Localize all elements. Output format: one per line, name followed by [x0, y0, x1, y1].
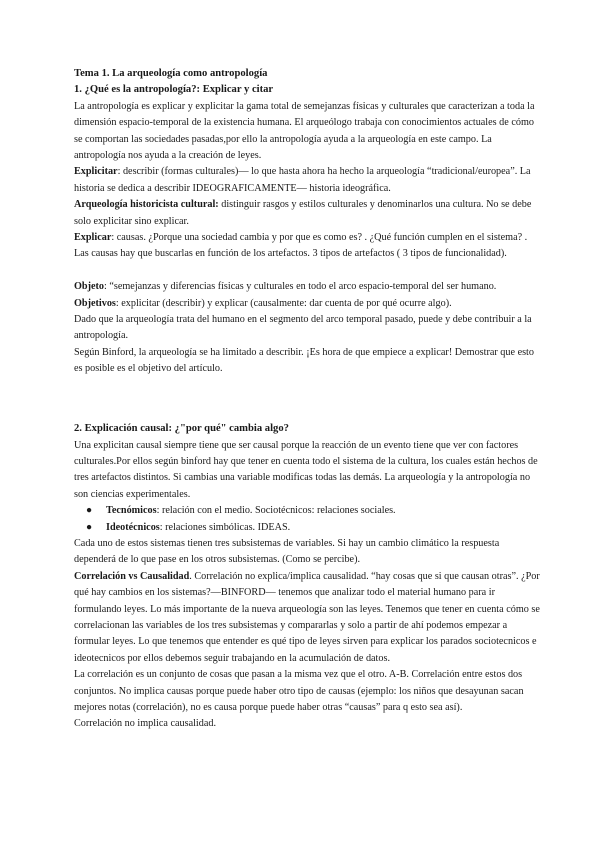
correlacion-paragraph [74, 569, 540, 667]
objetivos-paragraph [74, 296, 540, 312]
spacer [74, 378, 540, 394]
arqueologia-term: Arqueología historicista cultural: [74, 199, 219, 211]
list-item-text: : relaciones simbólicas. IDEAS. [159, 521, 291, 533]
spacer [74, 263, 540, 279]
list-item-term: Tecnómicos [106, 505, 157, 517]
artifact-type-list [74, 503, 540, 536]
arqueologia-text: distinguir rasgos y estilos culturales y denominarlos una cultura. No se debe solo explicitar sino explicar. [74, 199, 532, 227]
list-item [86, 503, 540, 519]
section1-intro: La antropología es explicar y explicitar la gama total de semejanzas físicas y culturales que caracterizan a toda la dimensión espacio-temporal de la existencia humana. El arqueólogo trabaja con conocimientos actuales de cómo se comportan las sociedades pasadas,por ello la antropología ayuda a la arqueología en este campo. La antropología nos ayuda a la creación de leyes. [74, 100, 535, 162]
document-title: Tema 1. La arqueología como antropología [74, 68, 268, 79]
explicar-paragraph [74, 230, 540, 263]
subsistemas-paragraph: Cada uno de estos sistemas tienen tres subsistemas de variables. Si hay un cambio climático la respuesta dependerá de lo que pase en los otros subsistemas. (Como se percibe). [74, 537, 500, 566]
closing-line: Correlación no implica causalidad. [74, 718, 217, 730]
correlacion-text: . Correlación no explica/implica causalidad. “hay cosas que si que causan otras”. ¿Por qué hay cambios en los sistemas?—BINFORD— tenemos que analizar todo el material humano para ir formulando leyes. Lo más importante de la nueva arqueología son las leyes. Tenemos que tener en cuenta cómo se correlacionan las variables de los tres subsistemas y compararlas y solo a partir de ahí podemos empezar a formular leyes. Lo que tenemos que entender es qué tipo de leyes sirven para explicar los parados sociotecnicos e ideotecnicos por ellos debemos seguir trabajando en la acumulación de datos. [74, 570, 540, 664]
correlacion-definition: La correlación es un conjunto de cosas que pasan a la misma vez que el otro. A-B. Correlación entre estos dos conjuntos. No implica causas porque puede haber otro tipo de causas (ejemplo: los niños que desayunan sacan mejores notas (correlación), no es causa porque puede haber otras “causas” para q esto sea así). [74, 669, 524, 713]
objeto-paragraph [74, 279, 540, 295]
section2-intro: Una explicitan causal siempre tiene que ser causal porque la reacción de un evento tiene que ver con factores culturales.Por ellos según binford hay que tener en cuenta todo el sistema de la cultura, los cuales están hechos de tres artefactos distintos. Si cambias una variable modificas todas las demás. La arqueología y la antropología no son ciencias experimentales. [74, 439, 538, 500]
objetivos-text: : explicitar (describir) y explicar (causalmente: dar cuenta de por qué ocurre algo). [115, 297, 452, 309]
section1-heading: 1. ¿Qué es la antropología?: Explicar y citar [74, 84, 274, 96]
list-item-text: : relación con el medio. Sociotécnicos: relaciones sociales. [156, 505, 396, 517]
dado-paragraph: Dado que la arqueología trata del humano en el segmento del arco temporal pasado, puede y debe contribuir a la antropología. [74, 314, 532, 342]
bullet-icon: ● [86, 521, 93, 533]
list-item-term: Ideotécnicos [106, 521, 160, 533]
arqueologia-paragraph [74, 197, 540, 230]
explicar-term: Explicar [74, 232, 112, 244]
objeto-term: Objeto [74, 281, 104, 293]
spacer [74, 394, 540, 421]
bullet-icon: ● [86, 505, 93, 517]
explicitar-text: : describir (formas culturales)— lo que hasta ahora ha hecho la arqueología “tradicional/europea”. La historia se dedica a describir IDEOGRAFICAMENTE— historia ideográfica. [74, 166, 531, 194]
correlacion-term: Correlación vs Causalidad [74, 570, 190, 582]
binford-paragraph: Según Binford, la arqueología se ha limitado a describir. ¡Es hora de que empiece a explicar! Demostrar que esto es posible es el objetivo del artículo. [74, 346, 534, 375]
section2-heading: 2. Explicación causal: ¿"por qué" cambia algo? [74, 423, 289, 435]
explicar-text: : causas. ¿Porque una sociedad cambia y por que es como es? . ¿Qué función cumplen en el sistema? . Las causas hay que buscarlas en función de los artefactos. 3 tipos de artefactos ( 3 tipos de funcionalidad). [74, 232, 528, 260]
objeto-text: : “semejanzas y diferencias físicas y culturales en todo el arco espacio-temporal del ser humano. [104, 281, 497, 293]
explicitar-paragraph [74, 164, 540, 197]
explicitar-term: Explicitar [74, 166, 118, 178]
objetivos-term: Objetivos [74, 297, 116, 309]
list-item [86, 520, 540, 536]
